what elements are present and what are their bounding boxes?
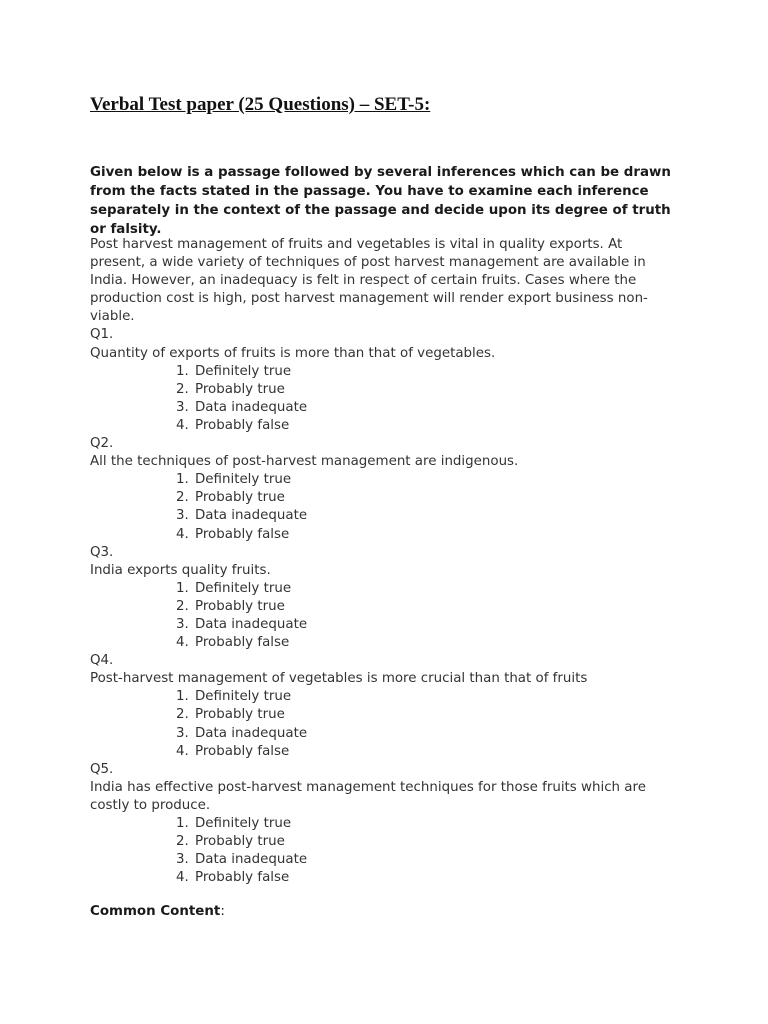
option-list bbox=[90, 580, 658, 652]
question-text: India has effective post-harvest management techniques for those fruits which are costly to produce. bbox=[90, 779, 646, 813]
question-number: Q1. bbox=[90, 327, 114, 343]
option-item: 2. Probably true bbox=[193, 598, 658, 616]
option-list bbox=[90, 815, 658, 887]
question-block bbox=[90, 652, 658, 761]
option-item: 1. Definitely true bbox=[193, 363, 658, 381]
option-item: 1. Definitely true bbox=[193, 580, 658, 598]
passage-and-questions bbox=[90, 236, 658, 887]
common-content-label: Common Content bbox=[90, 904, 221, 919]
question-text: All the techniques of post-harvest management are indigenous. bbox=[90, 454, 519, 470]
option-item: 2. Probably true bbox=[193, 706, 658, 724]
question-number: Q3. bbox=[90, 544, 114, 560]
question-block bbox=[90, 435, 658, 544]
common-content-suffix: : bbox=[220, 904, 225, 919]
question-block bbox=[90, 326, 658, 435]
option-item: 3. Data inadequate bbox=[193, 507, 658, 525]
option-item: 4. Probably false bbox=[193, 634, 658, 652]
instructions-paragraph: Given below is a passage followed by several inferences which can be drawn from the facts stated in the passage. You have to examine each inference separately in the context of the passage and decide upon its degree of truth or falsity. bbox=[90, 165, 671, 237]
option-item: 3. Data inadequate bbox=[193, 725, 658, 743]
option-item: 3. Data inadequate bbox=[193, 616, 658, 634]
option-item: 1. Definitely true bbox=[193, 688, 658, 706]
question-text: India exports quality fruits. bbox=[90, 562, 271, 578]
option-list bbox=[90, 363, 658, 435]
option-list bbox=[90, 471, 658, 543]
option-item: 1. Definitely true bbox=[193, 471, 658, 489]
question-block bbox=[90, 761, 658, 888]
option-item: 4. Probably false bbox=[193, 417, 658, 435]
question-block bbox=[90, 544, 658, 653]
question-number: Q4. bbox=[90, 653, 114, 669]
option-item: 1. Definitely true bbox=[193, 815, 658, 833]
option-item: 3. Data inadequate bbox=[193, 399, 658, 417]
option-item: 4. Probably false bbox=[193, 526, 658, 544]
question-text: Post-harvest management of vegetables is more crucial than that of fruits bbox=[90, 671, 588, 687]
option-item: 2. Probably true bbox=[193, 489, 658, 507]
option-item: 4. Probably false bbox=[193, 869, 658, 887]
option-item: 2. Probably true bbox=[193, 833, 658, 851]
page-title: Verbal Test paper (25 Questions) – SET-5: bbox=[90, 94, 431, 115]
option-item: 4. Probably false bbox=[193, 743, 658, 761]
question-number: Q2. bbox=[90, 436, 114, 452]
common-content-heading bbox=[90, 904, 225, 919]
question-text: Quantity of exports of fruits is more than that of vegetables. bbox=[90, 345, 496, 361]
option-list bbox=[90, 688, 658, 760]
passage-paragraph: Post harvest management of fruits and vegetables is vital in quality exports. At present, a wide variety of techniques of post harvest management are available in India. However, an inadequacy is felt in respect of certain fruits. Cases where the production cost is high, post harvest management will render export business non-viable. bbox=[90, 237, 648, 325]
question-list bbox=[90, 326, 658, 887]
option-item: 2. Probably true bbox=[193, 381, 658, 399]
question-number: Q5. bbox=[90, 761, 114, 777]
option-item: 3. Data inadequate bbox=[193, 851, 658, 869]
